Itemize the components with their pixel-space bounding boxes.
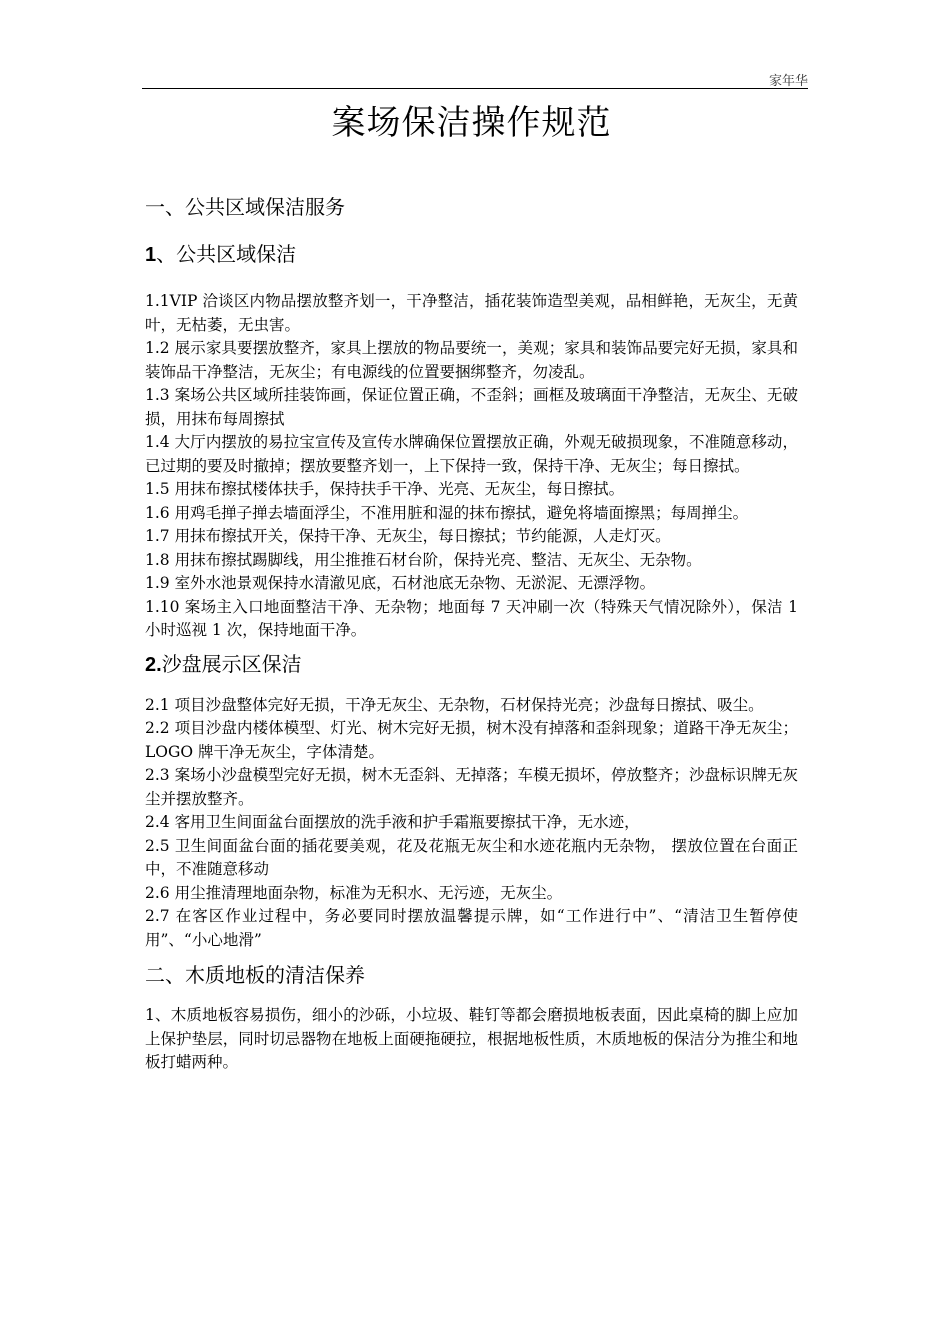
subsection-title: 沙盘展示区保洁 bbox=[161, 651, 302, 676]
header-text: 家年华 bbox=[768, 74, 808, 89]
header-rule bbox=[142, 88, 808, 89]
paragraph: 1.3 案场公共区域所挂装饰画，保证位置正确，不歪斜；画框及玻璃面干净整洁，无灰尘、无破损，用抹布每周擦拭 bbox=[145, 386, 798, 428]
paragraph: 1.10 案场主入口地面整洁干净、无杂物；地面每 7 天冲刷一次（特殊天气情况除外），保洁 1 小时巡视 1 次，保持地面干净。 bbox=[145, 597, 798, 639]
paragraph: 1、木质地板容易损伤，细小的沙砾，小垃圾、鞋钉等都会磨损地板表面，因此桌椅的脚上应加上保护垫层，同时切忌器物在地板上面硬拖硬拉，根据地板性质，木质地板的保洁分为推尘和地板打蜡两种。 bbox=[145, 1006, 798, 1071]
paragraph: 1.5 用抹布擦拭楼体扶手，保持扶手干净、光亮、无灰尘，每日擦拭。 bbox=[145, 480, 625, 498]
paragraph: 1.9 室外水池景观保持水清澈见底，石材池底无杂物、无淤泥、无漂浮物。 bbox=[145, 574, 656, 592]
document-body bbox=[145, 96, 798, 1075]
paragraph: 1.8 用抹布擦拭踢脚线，用尘推推石材台阶，保持光亮、整洁、无灰尘、无杂物。 bbox=[145, 550, 702, 569]
subsection-heading-1 bbox=[145, 239, 798, 270]
paragraph: 2.4 客用卫生间面盆台面摆放的洗手液和护手霜瓶要擦拭干净，无水迹， bbox=[145, 813, 640, 831]
paragraph: 1.1VIP 洽谈区内物品摆放整齐划一，干净整洁，插花装饰造型美观，品相鲜艳，无灰尘，无黄叶，无枯萎，无虫害。 bbox=[145, 292, 798, 334]
subsection-title: 、公共区域保洁 bbox=[156, 242, 297, 266]
subsection-number: 2. bbox=[145, 653, 162, 676]
paragraph: 2.7 在客区作业过程中，务必要同时摆放温馨提示牌，如“工作进行中”、“清洁卫生暂停使用”、“小心地滑” bbox=[145, 907, 798, 949]
section-heading-2: 二、木质地板的清洁保养 bbox=[145, 963, 365, 987]
section-heading-1: 一、公共区域保洁服务 bbox=[145, 195, 345, 219]
paragraph: 1.2 展示家具要摆放整齐，家具上摆放的物品要统一，美观；家具和装饰品要完好无损，家具和装饰品干净整洁，无灰尘；有电源线的位置要捆绑整齐，勿凌乱。 bbox=[145, 339, 798, 381]
subsection-number: 1 bbox=[145, 244, 157, 266]
paragraph: 2.2 项目沙盘内楼体模型、灯光、树木完好无损，树木没有掉落和歪斜现象；道路干净无灰尘；LOGO 牌干净无灰尘，字体清楚。 bbox=[145, 719, 798, 761]
subsection-body-2 bbox=[145, 694, 798, 953]
paragraph: 2.6 用尘推清理地面杂物，标准为无积水、无污迹，无灰尘。 bbox=[145, 883, 563, 902]
subsection-body-1 bbox=[145, 290, 798, 643]
paragraph: 1.4 大厅内摆放的易拉宝宣传及宣传水牌确保位置摆放正确，外观无破损现象，不准随意移动，已过期的要及时撤掉；摆放要整齐划一，上下保持一致，保持干净、无灰尘；每日擦拭。 bbox=[145, 433, 798, 475]
section-body-2 bbox=[145, 1004, 798, 1075]
paragraph: 1.6 用鸡毛掸子掸去墙面浮尘，不准用脏和湿的抹布擦拭，避免将墙面擦黑；每周掸尘。 bbox=[145, 503, 749, 522]
paragraph: 2.1 项目沙盘整体完好无损，干净无灰尘、无杂物，石材保持光亮；沙盘每日擦拭、吸尘。 bbox=[145, 695, 764, 714]
document-title: 案场保洁操作规范 bbox=[331, 103, 612, 143]
paragraph: 1.7 用抹布擦拭开关，保持干净、无灰尘，每日擦拭；节约能源，人走灯灭。 bbox=[145, 527, 671, 545]
paragraph: 2.5 卫生间面盆台面的插花要美观，花及花瓶无灰尘和水迹花瓶内无杂物， 摆放位置在台面正中，不准随意移动 bbox=[145, 836, 798, 878]
paragraph: 2.3 案场小沙盘模型完好无损，树木无歪斜、无掉落；车模无损坏，停放整齐；沙盘标识牌无灰尘并摆放整齐。 bbox=[145, 766, 798, 808]
subsection-heading-2 bbox=[145, 649, 798, 680]
